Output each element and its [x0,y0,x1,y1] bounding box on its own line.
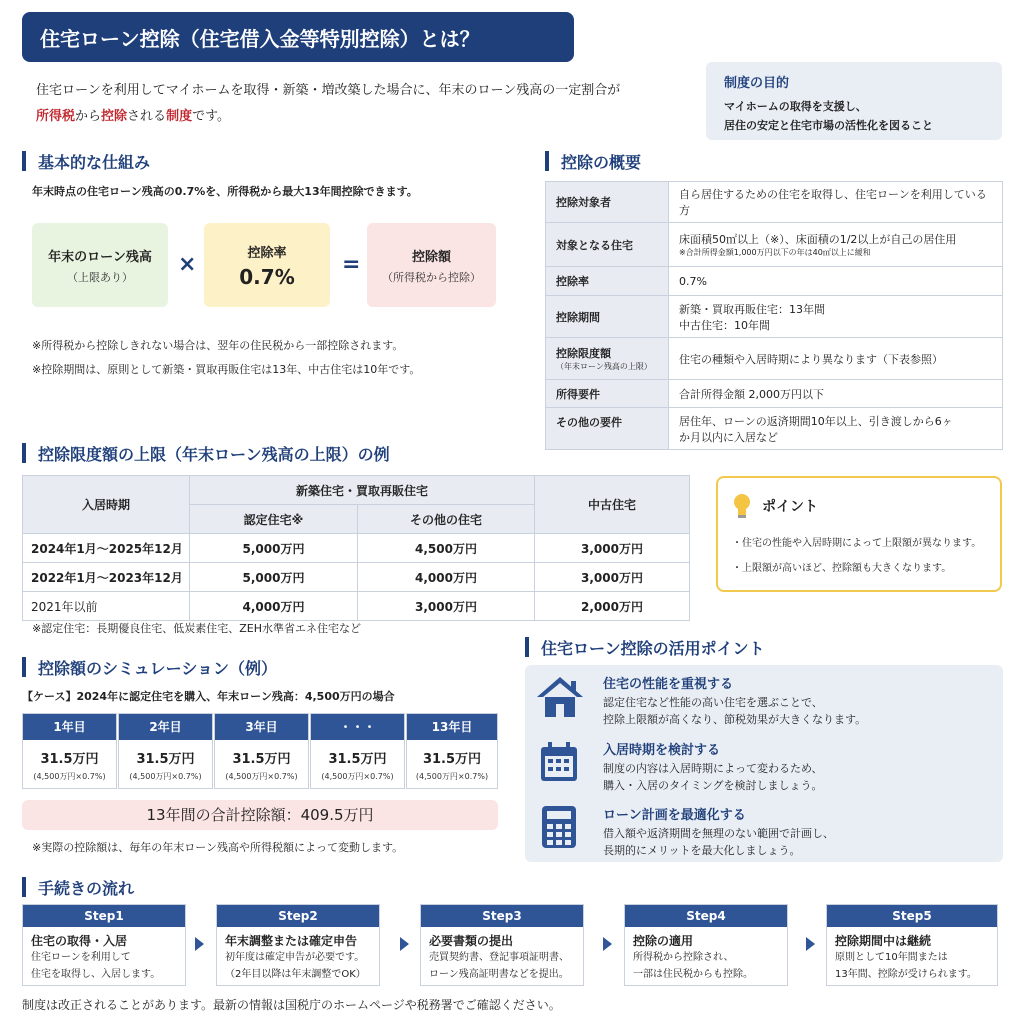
purpose-box [706,62,1002,140]
step-line: 売買契約書、登記事項証明書、 [429,952,569,963]
sim-value: 31.5万円 [422,752,482,767]
tip-line: 制度の内容は入居時期によって変わるため、 [603,762,823,775]
table-row [546,380,1003,408]
tip-line: 認定住宅など性能の高い住宅を選ぶことで、 [603,696,823,709]
overview-value-sub: ※合計所得金額1,000万円以下の年は40㎡以上に緩和 [679,248,871,257]
sim-cell [214,713,309,789]
mechanism-note1: ※所得税から控除しきれない場合は、翌年の住民税から一部控除されます。 [32,339,404,352]
step-line: ローン残高証明書などを提出。 [429,969,569,980]
cell-other: 4,000万円 [358,563,535,592]
mechanism-heading: 基本的な仕組み [22,150,150,172]
calculator-icon [541,805,577,849]
overview-value [669,408,1003,450]
overview-table [545,181,1003,450]
formula-rate-value: 0.7% [239,264,295,289]
tip-title: 入居時期を検討する [603,743,721,758]
cell-used: 3,000万円 [535,563,690,592]
step-card [216,904,380,986]
sim-value: 31.5万円 [232,752,291,767]
tip-item [603,739,823,794]
overview-key: 所得要件 [546,380,669,408]
sim-value: 31.5万円 [40,752,99,767]
step-arrow-icon [603,937,612,951]
table-row [546,296,1003,338]
mechanism-note2: ※控除期間は、原則として新築・買取再販住宅は13年、中古住宅は10年です。 [32,363,421,376]
overview-key: その他の要件 [546,408,669,450]
step-card [826,904,998,986]
sim-year: ・・・ [311,714,404,740]
simulation-heading: 控除額のシミュレーション（例） [22,656,277,678]
formula-rate-label: 控除率 [247,245,287,261]
formula-rate-box [204,223,330,307]
tip-title: ローン計画を最適化する [603,808,746,823]
formula-balance-label: 年末のローン残高 [48,249,152,265]
cell-other: 3,000万円 [358,592,535,621]
step-card [624,904,788,986]
times-symbol: × [178,252,197,277]
sim-year: 2年目 [119,714,212,740]
flow-heading: 手続きの流れ [22,876,134,898]
calendar-icon [539,741,579,783]
step-label: Step4 [625,905,787,927]
simulation-case: 【ケース】2024年に認定住宅を購入、年末ローン残高：4,500万円の場合 [22,690,395,703]
cell-used: 3,000万円 [535,534,690,563]
cell-period: 2024年1月〜2025年12月 [23,534,190,563]
step-line: 住宅を取得し、入居します。 [31,969,161,980]
cell-period: 2022年1月〜2023年12月 [23,563,190,592]
step-line: 原則として10年間または [835,952,948,963]
sim-formula: (4,500万円×0.7%) [225,772,298,781]
purpose-line1: マイホームの取得を支援し、 [724,100,867,113]
sim-cell [118,713,213,789]
sim-formula: (4,500万円×0.7%) [33,772,106,781]
cell-other: 4,500万円 [358,534,535,563]
table-row [23,563,690,592]
table-row [23,534,690,563]
step-title: 控除の適用 [633,934,694,948]
intro-line2: 所得税から控除される制度です。 [36,109,231,124]
overview-value: 住宅の種類や入居時期により異なります（下表参照） [669,338,1003,380]
point-heading: ポイント [762,499,818,515]
col-period: 入居時期 [23,476,190,534]
cell-cert: 5,000万円 [190,534,358,563]
limits-table [22,475,690,621]
table-row [546,182,1003,223]
overview-key-sub: （年末ローン残高の上限） [556,362,652,371]
overview-key [546,338,669,380]
overview-value [669,223,1003,267]
step-arrow-icon [806,937,815,951]
overview-value: 自ら居住するための住宅を取得し、住宅ローンを利用している方 [669,182,1003,223]
step-line: 13年間、控除が受けられます。 [835,969,977,980]
equals-symbol: = [342,252,361,277]
sim-cell [22,713,117,789]
limits-heading: 控除限度額の上限（年末ローン残高の上限）の例 [22,442,390,464]
overview-value: 0.7% [669,267,1003,296]
tip-line: 購入・入居のタイミングを検討しましょう。 [603,779,823,792]
overview-key: 控除期間 [546,296,669,338]
step-line: 住宅ローンを利用して [31,952,131,963]
table-header-row [23,476,690,505]
step-arrow-icon [400,937,409,951]
purpose-line2: 居住の安定と住宅市場の活性化を図ること [724,119,933,132]
tips-panel [525,665,1003,862]
tip-item [603,673,866,728]
tip-line: 控除上限額が高くなり、節税効果が大きくなります。 [603,713,867,726]
formula-balance-sub: （上限あり） [67,270,133,284]
purpose-heading: 制度の目的 [724,76,790,91]
formula-deduction-label: 控除額 [411,249,451,265]
sim-formula: (4,500万円×0.7%) [129,772,202,781]
point-header [732,492,986,520]
step-label: Step1 [23,905,185,927]
step-line: 所得税から控除され、 [633,952,734,963]
formula-deduction-sub: （所得税から控除） [382,270,481,284]
table-row [546,223,1003,267]
cell-cert: 4,000万円 [190,592,358,621]
sim-year: 3年目 [215,714,308,740]
step-line: 一部は住民税からも控除。 [633,969,753,980]
sim-year: 13年目 [407,714,497,740]
cell-used: 2,000万円 [535,592,690,621]
tip-title: 住宅の性能を重視する [603,677,734,692]
step-title: 控除期間中は継続 [835,934,932,948]
sim-value: 31.5万円 [136,752,195,767]
point-item1: ・住宅の性能や入居時期によって上限額が異なります。 [732,538,982,549]
overview-key: 控除対象者 [546,182,669,223]
step-label: Step3 [421,905,583,927]
table-row [546,338,1003,380]
table-row [546,408,1003,450]
cell-cert: 5,000万円 [190,563,358,592]
sim-value: 31.5万円 [328,752,387,767]
footer-note: 制度は改正されることがあります。最新の情報は国税庁のホームページや税務署でご確認ください。 [22,998,561,1012]
simulation-note: ※実際の控除額は、毎年の年末ローン残高や所得税額によって変動します。 [32,841,404,854]
col-cert: 認定住宅※ [190,505,358,534]
step-card [420,904,584,986]
col-used: 中古住宅 [535,476,690,534]
lightbulb-icon [732,492,752,520]
overview-key-main: 控除限度額 [556,347,611,360]
overview-value-line2: か月以内に入居など [679,430,778,444]
tip-line: 借入額や返済期間を無理のない範囲で計画し、 [603,827,834,840]
page-title: 住宅ローン控除（住宅借入金等特別控除）とは？ [22,12,574,62]
overview-heading: 控除の概要 [545,150,641,172]
intro-text [36,78,696,130]
step-title: 住宅の取得・入居 [31,934,128,948]
overview-key: 対象となる住宅 [546,223,669,267]
overview-value-line2: 中古住宅：10年間 [679,318,770,332]
overview-value [669,296,1003,338]
simulation-total: 13年間の合計控除額：409.5万円 [22,800,498,830]
step-title: 年末調整または確定申告 [225,934,358,948]
formula-balance-box [32,223,168,307]
step-label: Step5 [827,905,997,927]
sim-cell [310,713,405,789]
tip-item [603,804,834,859]
overview-value: 合計所得金額 2,000万円以下 [669,380,1003,408]
point-item2: ・上限額が高いほど、控除額も大きくなります。 [732,563,952,574]
step-line: 初年度は確定申告が必要です。 [225,952,365,963]
col-new: 新築住宅・買取再販住宅 [190,476,535,505]
cell-period: 2021年以前 [23,592,190,621]
step-arrow-icon [195,937,204,951]
tip-line: 長期的にメリットを最大化しましょう。 [603,844,801,857]
overview-value-line1: 新築・買取再販住宅：13年間 [679,302,825,316]
sim-cell [406,713,498,789]
step-line: （2年目以降は年末調整でOK） [225,969,366,980]
sim-year: 1年目 [23,714,116,740]
sim-formula: (4,500万円×0.7%) [415,772,489,781]
formula-deduction-box [367,223,496,307]
house-icon [535,675,585,719]
mechanism-lead: 年末時点の住宅ローン残高の0.7%を、所得税から最大13年間控除できます。 [32,185,418,198]
step-label: Step2 [217,905,379,927]
overview-value-main: 床面積50㎡以上（※）、床面積の1/2以上が自己の居住用 [679,233,957,246]
point-box [716,476,1002,592]
col-other: その他の住宅 [358,505,535,534]
table-row [546,267,1003,296]
sim-formula: (4,500万円×0.7%) [321,772,394,781]
tips-heading: 住宅ローン控除の活用ポイント [525,636,765,658]
limits-note: ※認定住宅：長期優良住宅、低炭素住宅、ZEH水準省エネ住宅など [32,622,361,635]
overview-key: 控除率 [546,267,669,296]
intro-line1: 住宅ローンを利用してマイホームを取得・新築・増改築した場合に、年末のローン残高の一定割合が [36,83,621,98]
step-card [22,904,186,986]
table-row [23,592,690,621]
overview-value-line1: 居住年、ローンの返済期間10年以上、引き渡しから6ヶ [679,414,953,428]
step-title: 必要書類の提出 [429,934,514,948]
